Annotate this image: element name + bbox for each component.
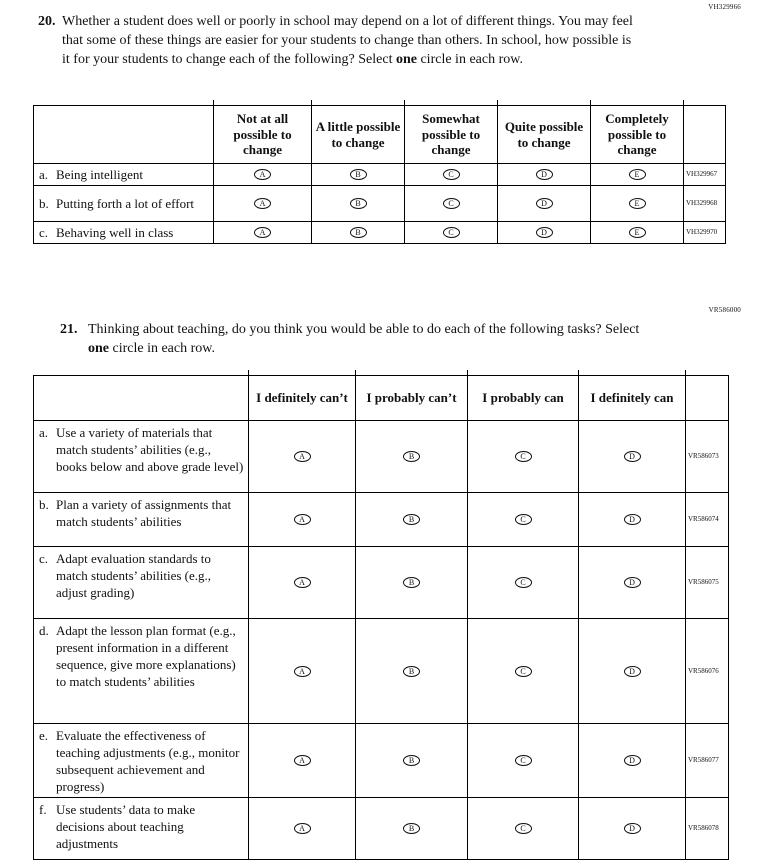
question-20: [38, 12, 638, 69]
option-c-bubble[interactable]: C: [443, 198, 460, 209]
option-cell: [214, 164, 312, 186]
option-cell: [498, 186, 591, 222]
column-header: Completely possible to change: [591, 106, 684, 164]
row-label-cell: [34, 724, 249, 798]
row-letter: c.: [39, 225, 49, 240]
option-cell: [579, 547, 686, 619]
row-code: VR586075: [686, 547, 729, 619]
row-label: Adapt the lesson plan format (e.g., present information in a different sequence, give more explanations) to match students’ abilities: [56, 623, 236, 689]
empty-code-header-cell: [686, 376, 729, 421]
option-b-bubble[interactable]: B: [403, 577, 420, 588]
question-21-table: [33, 375, 729, 860]
question-21-prompt: [88, 320, 645, 358]
option-b-bubble[interactable]: B: [403, 451, 420, 462]
option-b-bubble[interactable]: B: [350, 227, 367, 238]
question-20-table: [33, 105, 726, 244]
row-label-cell: [34, 164, 214, 186]
column-header: I definitely can: [579, 376, 686, 421]
option-a-bubble[interactable]: A: [294, 514, 311, 525]
table-row: [34, 186, 726, 222]
table-row: [34, 164, 726, 186]
option-a-bubble[interactable]: A: [254, 198, 271, 209]
row-letter: a.: [39, 425, 49, 440]
option-cell: [312, 186, 405, 222]
row-code: VR586078: [686, 798, 729, 860]
column-header: Not at all possible to change: [214, 106, 312, 164]
option-c-bubble[interactable]: C: [515, 577, 532, 588]
option-cell: [579, 619, 686, 724]
option-cell: [405, 164, 498, 186]
option-cell: [214, 186, 312, 222]
option-cell: [405, 186, 498, 222]
option-c-bubble[interactable]: C: [515, 823, 532, 834]
option-cell: [249, 493, 356, 547]
option-cell: [312, 164, 405, 186]
table-row: [34, 619, 729, 724]
row-label-cell: [34, 547, 249, 619]
row-code: VR586073: [686, 421, 729, 493]
option-a-bubble[interactable]: A: [294, 577, 311, 588]
option-c-bubble[interactable]: C: [515, 666, 532, 677]
option-a-bubble[interactable]: A: [294, 666, 311, 677]
row-label: Putting forth a lot of effort: [56, 196, 195, 211]
option-a-bubble[interactable]: A: [254, 169, 271, 180]
row-label: Use a variety of materials that match students’ abilities (e.g., books below and above grade level): [56, 425, 244, 474]
table-row: [34, 493, 729, 547]
option-cell: [356, 547, 468, 619]
table-row: [34, 798, 729, 860]
row-label: Evaluate the effectiveness of teaching adjustments (e.g., monitor subsequent achievement and progress): [56, 728, 240, 794]
option-d-bubble[interactable]: D: [624, 823, 641, 834]
column-header: Somewhat possible to change: [405, 106, 498, 164]
option-cell: [468, 493, 579, 547]
column-header: A little possible to change: [312, 106, 405, 164]
option-e-bubble[interactable]: E: [629, 169, 646, 180]
option-d-bubble[interactable]: D: [536, 227, 553, 238]
option-cell: [579, 798, 686, 860]
row-label-cell: [34, 798, 249, 860]
option-cell: [249, 724, 356, 798]
empty-code-header-cell: [684, 106, 726, 164]
question-21: [60, 320, 645, 358]
option-cell: [249, 798, 356, 860]
option-d-bubble[interactable]: D: [624, 755, 641, 766]
option-a-bubble[interactable]: A: [294, 823, 311, 834]
column-header: I probably can’t: [356, 376, 468, 421]
row-label-cell: [34, 186, 214, 222]
row-label-cell: [34, 222, 214, 244]
option-cell: [468, 724, 579, 798]
row-code: VH329970: [684, 222, 726, 244]
column-header: Quite possible to change: [498, 106, 591, 164]
row-letter: b.: [39, 497, 49, 512]
option-c-bubble[interactable]: C: [443, 227, 460, 238]
row-label-cell: [34, 421, 249, 493]
option-cell: [591, 164, 684, 186]
question-21-code: VR586000: [708, 306, 741, 314]
option-cell: [591, 222, 684, 244]
option-d-bubble[interactable]: D: [624, 666, 641, 677]
row-letter: f.: [39, 802, 47, 817]
option-cell: [468, 421, 579, 493]
option-cell: [579, 421, 686, 493]
option-cell: [249, 421, 356, 493]
row-label: Adapt evaluation standards to match students’ abilities (e.g., adjust grading): [56, 551, 211, 600]
option-d-bubble[interactable]: D: [536, 198, 553, 209]
prompt-bold: one: [395, 52, 417, 67]
question-20-code: VH329966: [708, 3, 741, 11]
row-code: VH329968: [684, 186, 726, 222]
option-b-bubble[interactable]: B: [403, 755, 420, 766]
header-row: [34, 376, 729, 421]
table-row: [34, 222, 726, 244]
option-cell: [312, 222, 405, 244]
option-cell: [356, 724, 468, 798]
option-a-bubble[interactable]: A: [294, 451, 311, 462]
option-cell: [249, 619, 356, 724]
column-header: I definitely can’t: [249, 376, 356, 421]
option-cell: [579, 724, 686, 798]
row-letter: b.: [39, 196, 49, 211]
prompt-bold: one: [88, 341, 109, 356]
row-label-cell: [34, 493, 249, 547]
option-b-bubble[interactable]: B: [403, 823, 420, 834]
option-cell: [468, 619, 579, 724]
option-cell: [591, 186, 684, 222]
row-label: Use students’ data to make decisions about teaching adjustments: [56, 802, 196, 851]
option-cell: [468, 547, 579, 619]
header-row: [34, 106, 726, 164]
option-c-bubble[interactable]: C: [443, 169, 460, 180]
row-code: VR586076: [686, 619, 729, 724]
row-label-cell: [34, 619, 249, 724]
option-a-bubble[interactable]: A: [294, 755, 311, 766]
table-row: [34, 547, 729, 619]
option-c-bubble[interactable]: C: [515, 451, 532, 462]
row-label: Plan a variety of assignments that match students’ abilities: [56, 497, 232, 529]
prompt-text: circle in each row.: [416, 52, 523, 67]
option-cell: [214, 222, 312, 244]
row-code: VR586077: [686, 724, 729, 798]
question-20-number: 20.: [38, 14, 56, 29]
option-d-bubble[interactable]: D: [624, 514, 641, 525]
option-e-bubble[interactable]: E: [629, 198, 646, 209]
option-c-bubble[interactable]: C: [515, 514, 532, 525]
option-cell: [249, 547, 356, 619]
option-cell: [405, 222, 498, 244]
option-cell: [356, 619, 468, 724]
option-e-bubble[interactable]: E: [629, 227, 646, 238]
option-c-bubble[interactable]: C: [515, 755, 532, 766]
row-code: VR586074: [686, 493, 729, 547]
column-header: I probably can: [468, 376, 579, 421]
row-letter: d.: [39, 623, 49, 638]
empty-header-cell: [34, 106, 214, 164]
row-letter: c.: [39, 551, 49, 566]
option-cell: [498, 164, 591, 186]
row-label: Being intelligent: [56, 167, 144, 182]
prompt-text: circle in each row.: [109, 341, 215, 356]
prompt-text: Thinking about teaching, do you think you would be able to do each of the following tasks? Select: [88, 322, 640, 337]
option-b-bubble[interactable]: B: [403, 666, 420, 677]
option-cell: [356, 493, 468, 547]
option-d-bubble[interactable]: D: [536, 169, 553, 180]
row-letter: a.: [39, 167, 49, 182]
option-cell: [468, 798, 579, 860]
option-cell: [579, 493, 686, 547]
row-letter: e.: [39, 728, 49, 743]
row-code: VH329967: [684, 164, 726, 186]
option-d-bubble[interactable]: D: [624, 577, 641, 588]
row-label: Behaving well in class: [56, 225, 174, 240]
question-21-number: 21.: [60, 322, 78, 337]
question-20-prompt: [62, 12, 638, 69]
option-d-bubble[interactable]: D: [624, 451, 641, 462]
option-cell: [498, 222, 591, 244]
option-b-bubble[interactable]: B: [350, 169, 367, 180]
prompt-text: Whether a student does well or poorly in school may depend on a lot of different things. You may feel that some of these things are easier for your students to change than others. In school, how possible is it for your students to change each of the following? Select: [62, 14, 633, 67]
option-b-bubble[interactable]: B: [350, 198, 367, 209]
option-a-bubble[interactable]: A: [254, 227, 271, 238]
option-cell: [356, 421, 468, 493]
table-row: [34, 724, 729, 798]
option-cell: [356, 798, 468, 860]
empty-header-cell: [34, 376, 249, 421]
table-row: [34, 421, 729, 493]
option-b-bubble[interactable]: B: [403, 514, 420, 525]
